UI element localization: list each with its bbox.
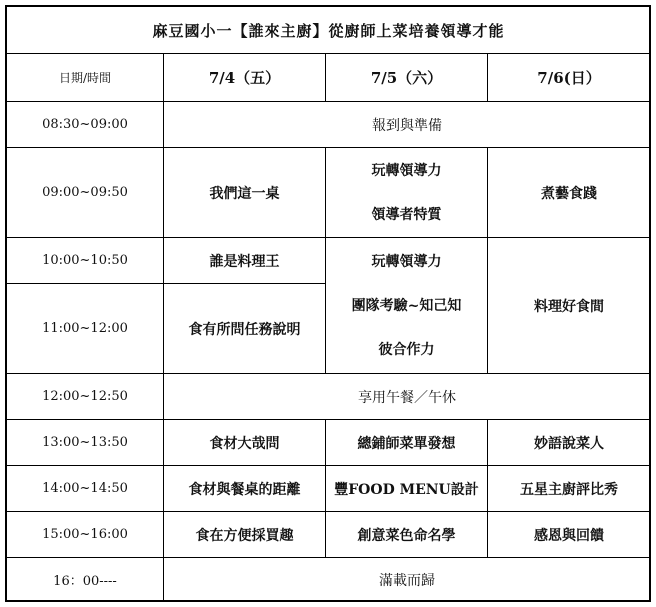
- time-cell: 09:00~09:50: [7, 148, 164, 238]
- title-row: [7, 7, 651, 54]
- activity-cell: 總鋪師菜單發想: [326, 420, 488, 466]
- schedule-table: [6, 6, 651, 602]
- activity-cell: 煮藝食踐: [488, 148, 651, 238]
- activity-line: 領導者特質: [371, 206, 442, 223]
- time-cell: 11:00~12:00: [7, 284, 164, 374]
- activity-cell: 五星主廚評比秀: [488, 466, 651, 512]
- table-row: [7, 420, 651, 466]
- activity-line: 彼合作力: [378, 341, 435, 358]
- activity-cell: 豐FOOD MENU設計: [326, 466, 488, 512]
- activity-cell: 食有所問任務說明: [164, 284, 326, 374]
- schedule-title: 麻豆國小一【誰來主廚】從廚師上菜培養領導才能: [7, 7, 651, 54]
- time-cell: 15:00~16:00: [7, 512, 164, 558]
- merged-activity-cell: 享用午餐／午休: [164, 374, 651, 420]
- activity-line: 團隊考驗~知己知: [351, 297, 462, 314]
- table-row: [7, 148, 651, 238]
- activity-cell: 食材大哉問: [164, 420, 326, 466]
- table-row: [7, 558, 651, 602]
- time-cell: 13:00~13:50: [7, 420, 164, 466]
- activity-cell: 我們這一桌: [164, 148, 326, 238]
- time-cell: 10:00~10:50: [7, 238, 164, 284]
- activity-cell: 食材與餐桌的距離: [164, 466, 326, 512]
- merged-activity-cell: 報到與準備: [164, 102, 651, 148]
- activity-cell: [326, 238, 488, 374]
- day-header-3: 7/6(日）: [488, 54, 651, 102]
- activity-cell: 食在方便採買趣: [164, 512, 326, 558]
- table-row: [7, 238, 651, 284]
- activity-cell: 料理好食間: [488, 238, 651, 374]
- time-cell: 12:00~12:50: [7, 374, 164, 420]
- activity-cell: 誰是料理王: [164, 238, 326, 284]
- header-row: [7, 54, 651, 102]
- table-row: [7, 374, 651, 420]
- table-row: [7, 466, 651, 512]
- activity-cell: 妙語說菜人: [488, 420, 651, 466]
- day-header-2: 7/5（六）: [326, 54, 488, 102]
- time-cell: 14:00~14:50: [7, 466, 164, 512]
- table-row: [7, 102, 651, 148]
- activity-line: 玩轉領導力: [371, 253, 442, 270]
- time-cell: 16：00----: [7, 558, 164, 602]
- activity-cell: [326, 148, 488, 238]
- activity-cell: 創意菜色命名學: [326, 512, 488, 558]
- table-row: [7, 512, 651, 558]
- day-header-1: 7/4（五）: [164, 54, 326, 102]
- time-cell: 08:30~09:00: [7, 102, 164, 148]
- activity-cell: 感恩與回饋: [488, 512, 651, 558]
- activity-line: 玩轉領導力: [371, 162, 442, 179]
- merged-activity-cell: 滿載而歸: [164, 558, 651, 602]
- date-time-header: 日期/時間: [7, 54, 164, 102]
